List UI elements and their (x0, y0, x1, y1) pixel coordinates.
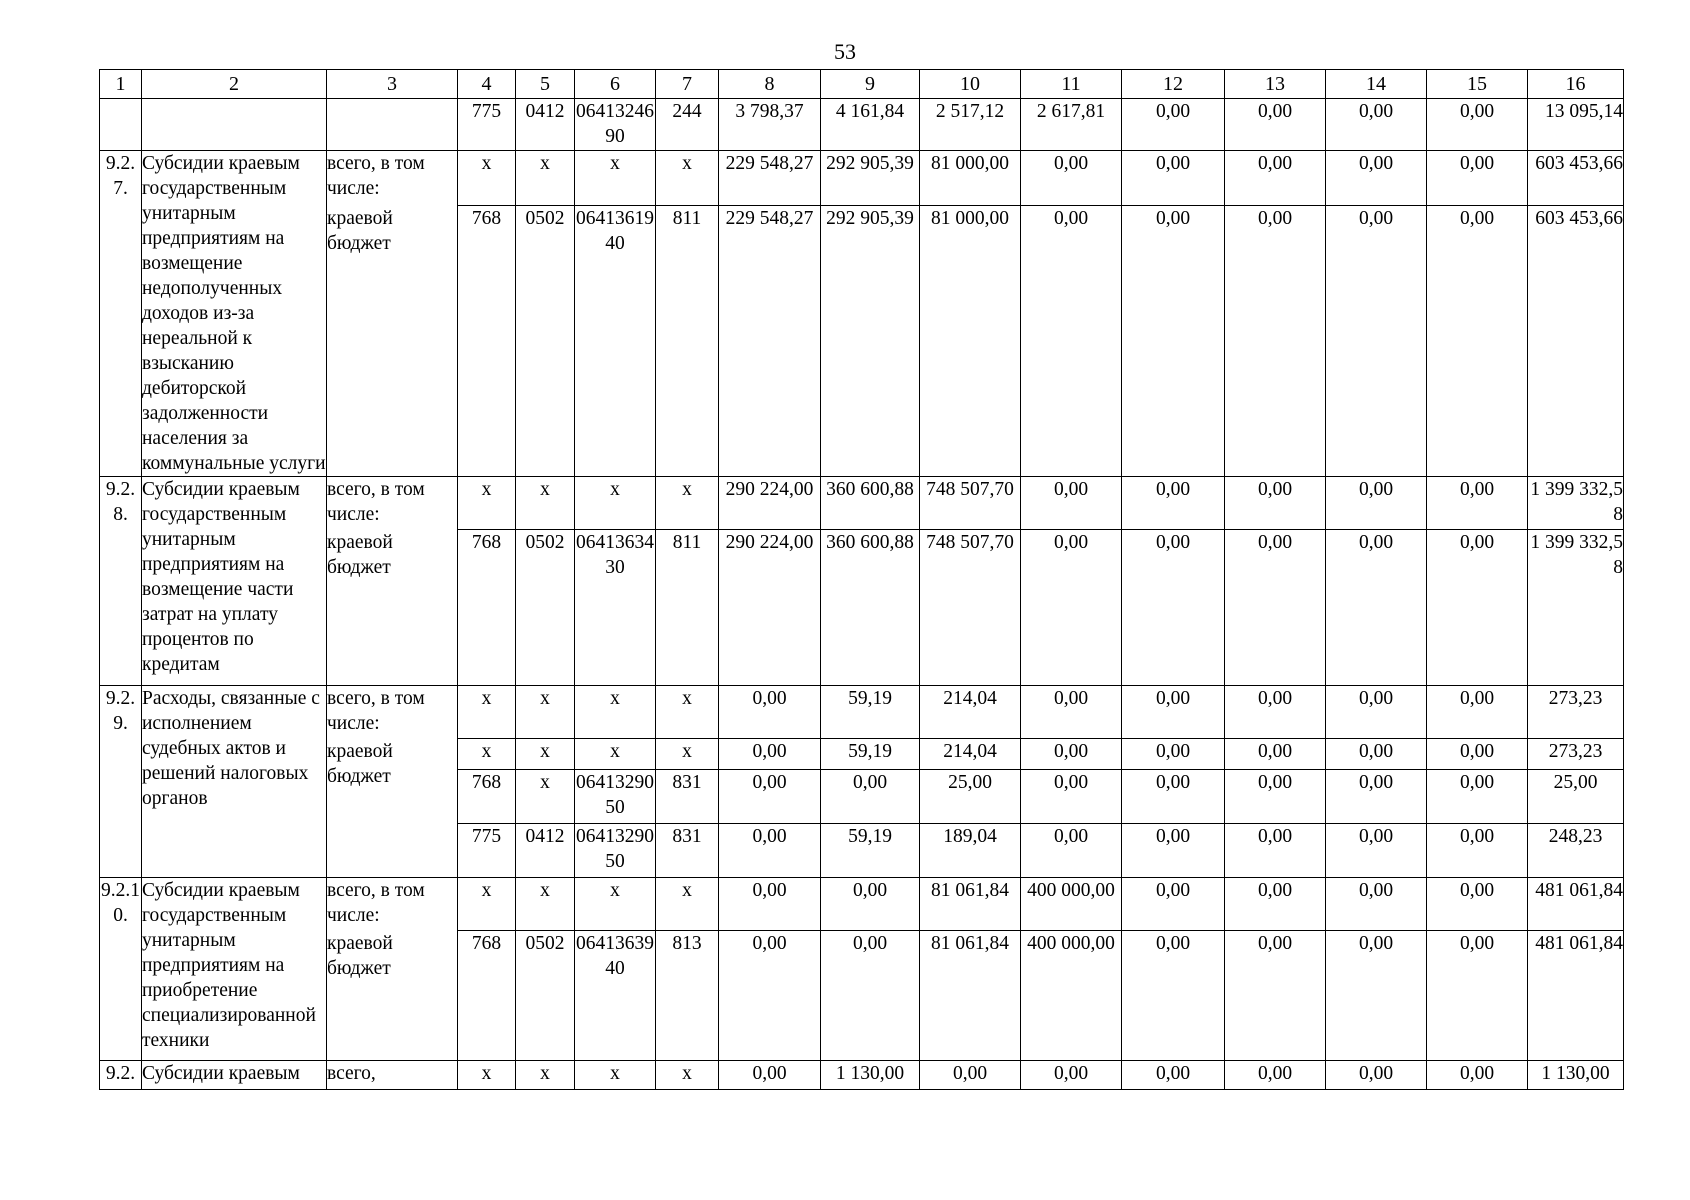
value-cell: 0,00 (1021, 477, 1122, 530)
item-name-cell: Субсидии краевым государственным унитарным предприятиям на приобретение специализированной техники (142, 878, 327, 1061)
code-cell: x (516, 878, 575, 931)
table-row (100, 686, 1624, 739)
code-cell: 0502 (516, 931, 575, 1061)
code-cell: x (458, 686, 516, 739)
value-cell: 748 507,70 (920, 477, 1021, 530)
code-cell: 768 (458, 931, 516, 1061)
value-cell: 2 617,81 (1021, 99, 1122, 151)
column-header: 14 (1326, 70, 1427, 99)
column-header: 1 (100, 70, 142, 99)
value-cell: 0,00 (1326, 686, 1427, 739)
code-cell: 768 (458, 770, 516, 824)
code-cell: x (656, 878, 719, 931)
item-number-cell: 9.2.8. (100, 477, 142, 686)
table-row (100, 739, 1624, 770)
value-cell: 0,00 (1225, 770, 1326, 824)
column-header: 11 (1021, 70, 1122, 99)
code-cell: x (516, 686, 575, 739)
value-cell: 0,00 (1122, 151, 1225, 206)
code-cell: 0641363430 (575, 530, 656, 686)
value-cell: 4 161,84 (821, 99, 920, 151)
budget-source-cell: всего, в том числе: (327, 878, 458, 931)
value-cell: 0,00 (1122, 686, 1225, 739)
code-cell: x (516, 477, 575, 530)
value-cell: 0,00 (719, 1061, 821, 1090)
code-cell: x (575, 878, 656, 931)
value-cell: 273,23 (1528, 739, 1624, 770)
code-cell: x (656, 477, 719, 530)
code-cell: 768 (458, 206, 516, 477)
code-cell: x (458, 1061, 516, 1090)
value-cell: 1 130,00 (821, 1061, 920, 1090)
code-cell: 0412 (516, 99, 575, 151)
value-cell: 0,00 (1427, 1061, 1528, 1090)
value-cell: 481 061,84 (1528, 931, 1624, 1061)
column-header: 12 (1122, 70, 1225, 99)
value-cell: 0,00 (1225, 99, 1326, 151)
value-cell: 290 224,00 (719, 477, 821, 530)
value-cell: 0,00 (1326, 878, 1427, 931)
code-cell: 0641324690 (575, 99, 656, 151)
code-cell: 0641329050 (575, 770, 656, 824)
value-cell: 0,00 (1427, 477, 1528, 530)
item-number-cell: 9.2. (100, 1061, 142, 1090)
value-cell: 81 061,84 (920, 878, 1021, 931)
value-cell: 214,04 (920, 739, 1021, 770)
code-cell: 831 (656, 770, 719, 824)
value-cell: 360 600,88 (821, 530, 920, 686)
column-header: 3 (327, 70, 458, 99)
code-cell: x (575, 739, 656, 770)
item-name-cell: Расходы, связанные с исполнением судебных актов и решений налоговых органов (142, 686, 327, 878)
column-header: 2 (142, 70, 327, 99)
value-cell: 603 453,66 (1528, 206, 1624, 477)
table-row (100, 1061, 1624, 1090)
value-cell: 59,19 (821, 686, 920, 739)
value-cell: 400 000,00 (1021, 931, 1122, 1061)
value-cell: 748 507,70 (920, 530, 1021, 686)
code-cell: x (575, 151, 656, 206)
code-cell: x (516, 770, 575, 824)
code-cell: x (458, 151, 516, 206)
column-header: 5 (516, 70, 575, 99)
table-row (100, 477, 1624, 530)
code-cell: x (458, 878, 516, 931)
code-cell: 775 (458, 99, 516, 151)
value-cell: 0,00 (1427, 739, 1528, 770)
table-row (100, 931, 1624, 1061)
page-number: 53 (834, 39, 856, 64)
value-cell: 0,00 (1326, 99, 1427, 151)
value-cell: 1 399 332,58 (1528, 477, 1624, 530)
table-row (100, 878, 1624, 931)
value-cell: 273,23 (1528, 686, 1624, 739)
value-cell: 0,00 (1225, 477, 1326, 530)
code-cell: x (575, 477, 656, 530)
budget-source-cell: краевой бюджет (327, 931, 458, 1061)
value-cell: 0,00 (1122, 931, 1225, 1061)
column-number-row (100, 70, 1624, 99)
value-cell: 1 399 332,58 (1528, 530, 1624, 686)
value-cell: 0,00 (1427, 686, 1528, 739)
code-cell: x (656, 686, 719, 739)
value-cell: 0,00 (1021, 151, 1122, 206)
code-cell: x (575, 686, 656, 739)
value-cell: 0,00 (719, 739, 821, 770)
item-number-cell: 9.2.10. (100, 878, 142, 1061)
value-cell: 0,00 (1225, 824, 1326, 878)
value-cell: 0,00 (1326, 530, 1427, 686)
budget-source-cell: всего, в том числе: (327, 477, 458, 530)
budget-source-cell: краевой бюджет (327, 530, 458, 686)
value-cell: 248,23 (1528, 824, 1624, 878)
value-cell: 229 548,27 (719, 206, 821, 477)
value-cell: 0,00 (719, 824, 821, 878)
code-cell: x (516, 1061, 575, 1090)
code-cell: x (575, 1061, 656, 1090)
code-cell: 0641329050 (575, 824, 656, 878)
code-cell: 811 (656, 530, 719, 686)
value-cell: 0,00 (1021, 824, 1122, 878)
column-header: 8 (719, 70, 821, 99)
item-number-cell: 9.2.7. (100, 151, 142, 477)
value-cell: 603 453,66 (1528, 151, 1624, 206)
column-header: 4 (458, 70, 516, 99)
value-cell: 0,00 (821, 770, 920, 824)
code-cell: x (516, 739, 575, 770)
value-cell: 0,00 (1021, 686, 1122, 739)
value-cell: 0,00 (1021, 1061, 1122, 1090)
value-cell: 0,00 (1021, 206, 1122, 477)
value-cell: 481 061,84 (1528, 878, 1624, 931)
item-name-cell (142, 99, 327, 151)
value-cell: 0,00 (1326, 739, 1427, 770)
column-header: 7 (656, 70, 719, 99)
value-cell: 0,00 (1225, 151, 1326, 206)
code-cell: 813 (656, 931, 719, 1061)
budget-source-cell (327, 99, 458, 151)
value-cell: 400 000,00 (1021, 878, 1122, 931)
value-cell: 0,00 (920, 1061, 1021, 1090)
item-number-cell (100, 99, 142, 151)
value-cell: 0,00 (1427, 530, 1528, 686)
value-cell: 0,00 (719, 931, 821, 1061)
value-cell: 229 548,27 (719, 151, 821, 206)
value-cell: 189,04 (920, 824, 1021, 878)
value-cell: 0,00 (1122, 1061, 1225, 1090)
value-cell: 214,04 (920, 686, 1021, 739)
value-cell: 0,00 (1122, 739, 1225, 770)
value-cell: 0,00 (1326, 151, 1427, 206)
value-cell: 0,00 (719, 878, 821, 931)
value-cell: 0,00 (1225, 878, 1326, 931)
code-cell: x (656, 151, 719, 206)
column-header: 9 (821, 70, 920, 99)
value-cell: 0,00 (1427, 878, 1528, 931)
value-cell: 0,00 (1021, 739, 1122, 770)
value-cell: 0,00 (1326, 477, 1427, 530)
value-cell: 0,00 (1225, 206, 1326, 477)
value-cell: 59,19 (821, 824, 920, 878)
table-row (100, 206, 1624, 477)
value-cell: 0,00 (1427, 151, 1528, 206)
value-cell: 0,00 (1122, 99, 1225, 151)
value-cell: 81 000,00 (920, 206, 1021, 477)
value-cell: 0,00 (1326, 931, 1427, 1061)
value-cell: 81 000,00 (920, 151, 1021, 206)
value-cell: 2 517,12 (920, 99, 1021, 151)
budget-source-cell: всего, в том числе: (327, 151, 458, 206)
value-cell: 0,00 (1122, 770, 1225, 824)
table-row (100, 99, 1624, 151)
value-cell: 0,00 (1326, 824, 1427, 878)
code-cell: 0641363940 (575, 931, 656, 1061)
column-header: 10 (920, 70, 1021, 99)
item-name-cell: Субсидии краевым государственным унитарным предприятиям на возмещение части затрат на уплату процентов по кредитам (142, 477, 327, 686)
code-cell: 768 (458, 530, 516, 686)
value-cell: 292 905,39 (821, 151, 920, 206)
budget-source-cell: краевой бюджет (327, 206, 458, 477)
value-cell: 0,00 (1225, 530, 1326, 686)
code-cell: x (656, 739, 719, 770)
value-cell: 0,00 (1225, 739, 1326, 770)
value-cell: 0,00 (1122, 530, 1225, 686)
code-cell: 0502 (516, 206, 575, 477)
value-cell: 0,00 (719, 686, 821, 739)
column-header: 6 (575, 70, 656, 99)
code-cell: x (458, 477, 516, 530)
value-cell: 0,00 (821, 931, 920, 1061)
column-header: 13 (1225, 70, 1326, 99)
value-cell: 0,00 (1326, 206, 1427, 477)
value-cell: 0,00 (1225, 1061, 1326, 1090)
value-cell: 0,00 (1427, 206, 1528, 477)
value-cell: 81 061,84 (920, 931, 1021, 1061)
value-cell: 360 600,88 (821, 477, 920, 530)
code-cell: 775 (458, 824, 516, 878)
value-cell: 3 798,37 (719, 99, 821, 151)
budget-source-cell: всего, в том числе: (327, 686, 458, 739)
budget-source-cell: всего, (327, 1061, 458, 1090)
code-cell: 831 (656, 824, 719, 878)
column-header: 15 (1427, 70, 1528, 99)
value-cell: 0,00 (1326, 1061, 1427, 1090)
budget-table (99, 69, 1624, 1090)
value-cell: 0,00 (1021, 530, 1122, 686)
code-cell: 0502 (516, 530, 575, 686)
code-cell: 0641361940 (575, 206, 656, 477)
code-cell: 244 (656, 99, 719, 151)
value-cell: 0,00 (1122, 477, 1225, 530)
value-cell: 0,00 (1122, 824, 1225, 878)
value-cell: 0,00 (1225, 931, 1326, 1061)
value-cell: 25,00 (1528, 770, 1624, 824)
code-cell: 811 (656, 206, 719, 477)
value-cell: 292 905,39 (821, 206, 920, 477)
item-name-cell: Субсидии краевым государственным унитарным предприятиям на возмещение недополученных доходов из-за нереальной к взысканию дебиторской задолженности населения за коммунальные услуги (142, 151, 327, 477)
code-cell: x (458, 739, 516, 770)
code-cell: 0412 (516, 824, 575, 878)
budget-source-cell: краевой бюджет (327, 739, 458, 878)
value-cell: 0,00 (821, 878, 920, 931)
value-cell: 0,00 (1427, 770, 1528, 824)
table-row (100, 530, 1624, 686)
code-cell: x (656, 1061, 719, 1090)
value-cell: 13 095,14 (1528, 99, 1624, 151)
value-cell: 0,00 (1021, 770, 1122, 824)
value-cell: 0,00 (719, 770, 821, 824)
value-cell: 290 224,00 (719, 530, 821, 686)
value-cell: 0,00 (1122, 878, 1225, 931)
value-cell: 0,00 (1427, 99, 1528, 151)
item-number-cell: 9.2.9. (100, 686, 142, 878)
value-cell: 25,00 (920, 770, 1021, 824)
column-header: 16 (1528, 70, 1624, 99)
table-row (100, 151, 1624, 206)
value-cell: 59,19 (821, 739, 920, 770)
value-cell: 0,00 (1427, 824, 1528, 878)
value-cell: 0,00 (1225, 686, 1326, 739)
value-cell: 0,00 (1427, 931, 1528, 1061)
item-name-cell: Субсидии краевым (142, 1061, 327, 1090)
value-cell: 0,00 (1122, 206, 1225, 477)
value-cell: 0,00 (1326, 770, 1427, 824)
code-cell: x (516, 151, 575, 206)
value-cell: 1 130,00 (1528, 1061, 1624, 1090)
